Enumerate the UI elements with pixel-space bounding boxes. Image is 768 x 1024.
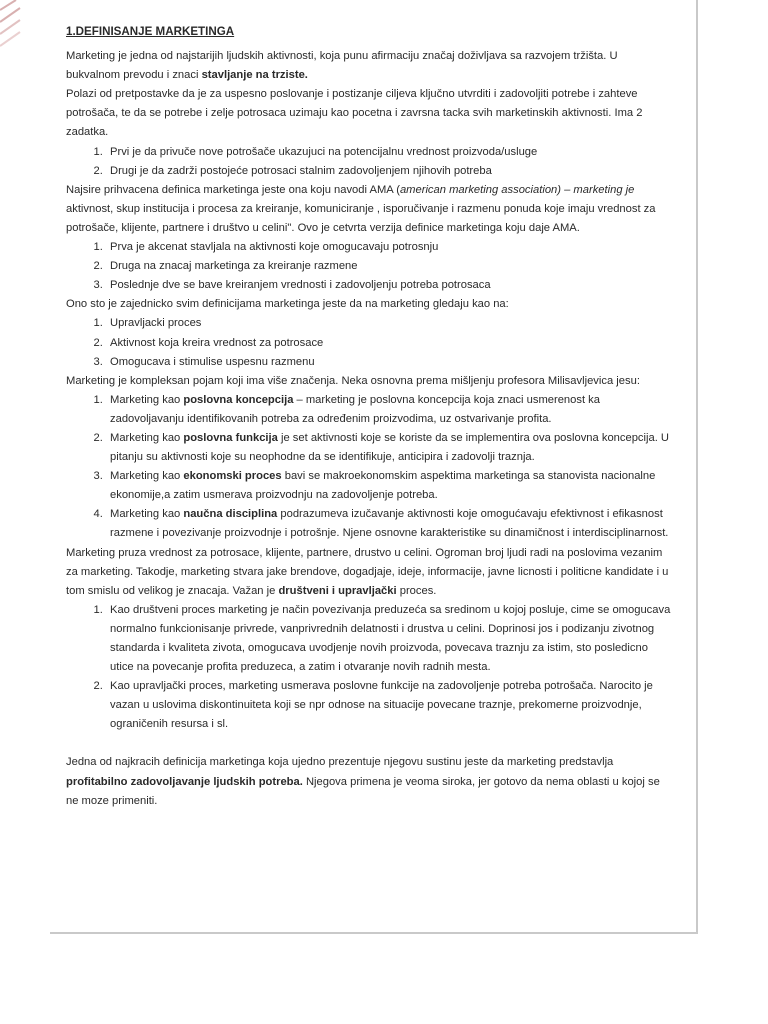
- meaning-bold-text: poslovna koncepcija: [183, 393, 294, 406]
- ama-italic-text: american marketing association) – marketing je: [399, 183, 635, 196]
- ama-paragraph: [66, 181, 674, 238]
- premise-paragraph: Polazi od pretpostavke da je za uspesno poslovanje i postizanje ciljeva ključno utvrditi i zadovoljiti potrebe i zahteve potrošača, te da se potrebe i zelje potrosaca uzimaju kao pocetna i zavrsna tacka svih marketinskih aktivnosti. Ima 2 zadatka.: [66, 88, 643, 139]
- list-item: 3. Poslednje dve se bave kreiranjem vrednosti i zadovoljenju potreba potrosaca: [106, 276, 674, 295]
- list-item: 1. Kao društveni proces marketing je način povezivanja preduzeća sa sredinom u kojoj posluje, cime se omogucava normalno funkcionisanje privrede, vanprivrednih delatnosti i drustva u celini. Doprinosi jos i podizanju zivotnog standarda i kvaliteta zivota, omogucava uvodjenje novih proizvoda, povecava traznju za istim, sto posledicno utice na povecanje profita preduzeca, a zatim i otvaranje novih radnih mesta.: [106, 601, 674, 677]
- meaning-text: je set aktivnosti koje se koriste da se implementira ova poslovna koncepcija. U pitanju su aktivnosti koje su neophodne da se identifikuje, anticipira i zadovolji traznja.: [110, 431, 670, 464]
- page-title: 1.DEFINISANJE MARKETINGA: [66, 25, 235, 38]
- intro-bold-text: stavljanje na trziste.: [201, 69, 308, 82]
- processes-list: [66, 601, 674, 735]
- value-bold-text: društveni i upravljački: [278, 584, 397, 597]
- tasks-list: [66, 143, 674, 181]
- closing-text: Njegova primena je veoma siroka, jer gotovo da nema oblasti u kojoj se ne moze primeniti.: [66, 775, 660, 807]
- document-page: [50, 0, 698, 934]
- list-item: 3. Omogucava i stimulise uspesnu razmenu: [106, 353, 674, 372]
- value-text: proces.: [396, 584, 437, 597]
- closing-bold-text: profitabilno zadovoljavanje ljudskih potreba.: [66, 775, 303, 788]
- list-item: 1. Upravljacki proces: [106, 314, 674, 333]
- closing-text: Jedna od najkracih definicija marketinga koja ujedno prezentuje njegovu sustinu jeste da marketing predstavlja: [66, 756, 614, 769]
- list-item: [106, 429, 674, 467]
- list-item: 2. Druga na znacaj marketinga za kreiranje razmene: [106, 257, 674, 276]
- corner-mark-graphic: [0, 0, 22, 50]
- list-item: [106, 467, 674, 505]
- meaning-text: Marketing kao: [110, 508, 184, 521]
- meaning-text: podrazumeva izučavanje aktivnosti koje omogućavaju efektivnost i efikasnost razmene i povezivanje proizvodnje i potrošnje. Njene osnovne karakteristike su dinamičnost i interdisciplinarnost.: [110, 508, 669, 540]
- meaning-bold-text: poslovna funkcija: [183, 431, 278, 444]
- meaning-bold-text: naučna disciplina: [183, 508, 278, 521]
- meanings-list: [66, 391, 674, 544]
- list-item: 2. Aktivnost koja kreira vrednost za potrosace: [106, 334, 674, 353]
- intro-text: Marketing je jedna od najstarijih ljudskih aktivnosti, koja punu afirmaciju značaj doživljava sa razvojem tržišta. U bukvalnom prevodu i znaci: [66, 50, 618, 82]
- spacer: [66, 734, 674, 753]
- meaning-bold-text: ekonomski proces: [183, 470, 282, 483]
- list-item: 2. Drugi je da zadrži postojeće potrosaci stalnim zadovoljenjem njihovih potreba: [106, 162, 674, 181]
- ama-text: aktivnost, skup institucija i procesa za kreiranje, komuniciranje , isporučivanje i razmenu ponuda koje imaju vrednost za potrošače, klijente, partnere i društvo u celini". Ovo je cetvrta verzija definice marketinga koju daje AMA.: [66, 202, 656, 234]
- value-text: Marketing pruza vrednost za potrosace, klijente, partnere, drustvo u celini. Ogroman broj ljudi radi na poslovima vezanim za marketing. Takodje, marketing stvara jake brendove, dogadjaje, ideje, informacije, javne licnosti i politicne kandidate i u tom smislu od velikog je znacaja. Važan je: [66, 546, 669, 597]
- complex-paragraph: Marketing je kompleksan pojam koji ima više značenja. Neka osnovna prema mišljenju profesora Milisavljevica jesu:: [66, 374, 640, 387]
- list-item: [106, 391, 674, 429]
- meaning-text: bavi se makroekonomskim aspektima marketinga sa stanovista nacionalne ekonomije,a zatim usmerava proizvodnju na zadovoljenje potreba.: [110, 470, 656, 502]
- list-item: [106, 505, 674, 543]
- intro-paragraph: [66, 47, 674, 85]
- common-paragraph: Ono sto je zajednicko svim definicijama marketinga jeste da na marketing gledaju kao na:: [66, 298, 509, 311]
- list-item: 1. Prva je akcenat stavljala na aktivnosti koje omogucavaju potrosnju: [106, 238, 674, 257]
- list-item: 2. Kao upravljački proces, marketing usmerava poslovne funkcije na zadovoljenje potreba potrošača. Narocito je vazan u uslovima diskontinuiteta koji se npr odnose na situacije povecane traznje, prekomerne proizvodnje, ograničenih resursa i sl.: [106, 677, 674, 734]
- value-paragraph: [66, 544, 674, 601]
- closing-paragraph: [66, 753, 674, 810]
- ama-text: Najsire prihvacena definica marketinga jeste ona koju navodi AMA (: [66, 183, 400, 196]
- meaning-text: Marketing kao: [110, 393, 184, 406]
- list-item: 1. Prvi je da privuče nove potrošače ukazujuci na potencijalnu vrednost proizvoda/usluge: [106, 143, 674, 162]
- ama-versions-list: [66, 238, 674, 295]
- common-list: [66, 314, 674, 371]
- meaning-text: Marketing kao: [110, 431, 184, 444]
- meaning-text: – marketing je poslovna koncepcija koja znaci usmerenost ka zadovoljavanju identifikovanih potreba za određenim proizvodima, uz ostvarivanje profita.: [110, 393, 600, 425]
- meaning-text: Marketing kao: [110, 470, 184, 483]
